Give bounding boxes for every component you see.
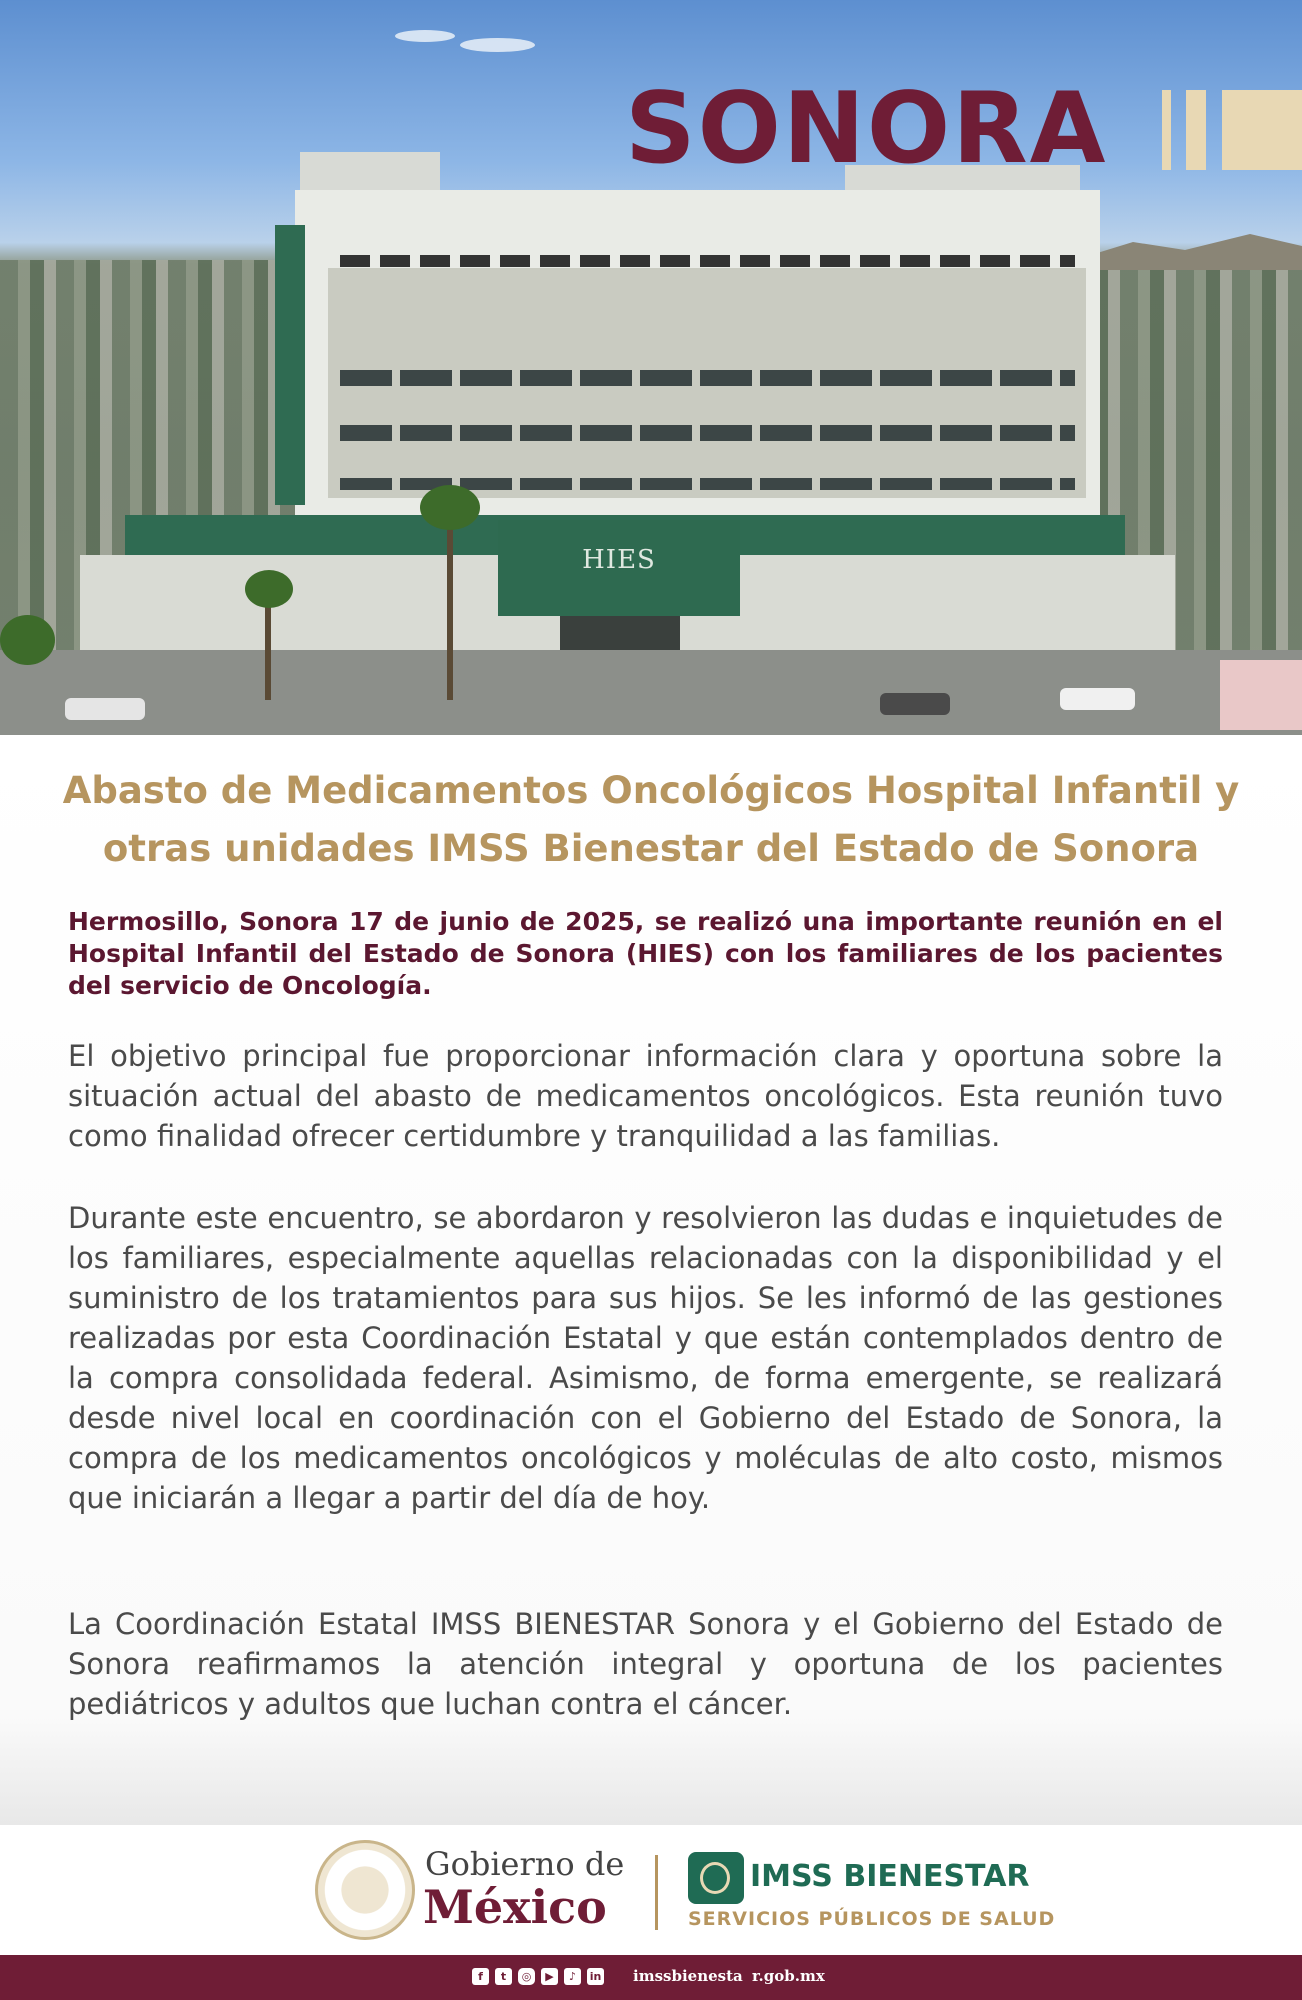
palm-tree <box>420 485 480 530</box>
palm-tree <box>245 570 293 608</box>
article-headline: Abasto de Medicamentos Oncológicos Hospital Infantil y otras unidades IMSS Bienestar del Estado de Sonora <box>62 769 1240 870</box>
car <box>880 693 950 715</box>
instagram-icon[interactable]: ◎ <box>518 1968 535 1985</box>
window-row <box>340 370 1075 386</box>
building-green-facade <box>275 225 305 505</box>
linkedin-icon[interactable]: in <box>587 1968 604 1985</box>
facebook-icon[interactable]: f <box>472 1968 489 1985</box>
tiktok-icon[interactable]: ♪ <box>564 1968 581 1985</box>
youtube-icon[interactable]: ▶ <box>541 1968 558 1985</box>
gobierno-logo-line2: México <box>423 1880 607 1934</box>
article-paragraph: Durante este encuentro, se abordaron y resolvieron las dudas e inquietudes de los familiares, especialmente aquellas relacionadas con la disponibilidad y el suministro de los tratamientos para sus hijos. Se les informó de las gestiones realizadas por esta Coordinación Estatal y que están contemplados dentro de la compra consolidada federal. Asimismo, de forma emergente, se realizará desde nivel local en coordinación con el Gobierno del Estado de Sonora, la compra de los medicamentos oncológicos y moléculas de alto costo, mismos que iniciarán a llegar a partir del día de hoy. <box>68 1201 1223 1515</box>
gobierno-logo-line1: Gobierno de <box>425 1845 625 1883</box>
window-row <box>340 255 1075 267</box>
cloud <box>395 30 455 42</box>
article-paragraph: La Coordinación Estatal IMSS BIENESTAR Sonora y el Gobierno del Estado de Sonora reafirmamos la atención integral y oportuna de los pacientes pediátricos y adultos que luchan contra el cáncer. <box>68 1607 1223 1721</box>
imss-logo-name: IMSS BIENESTAR <box>750 1859 1030 1894</box>
car <box>1060 688 1135 710</box>
sign-board <box>1220 660 1302 730</box>
article-paragraph: El objetivo principal fue proporcionar información clara y oportuna sobre la situación actual del abasto de medicamentos oncológicos. Esta reunión tuvo como finalidad ofrecer certidumbre y tranquilidad a las familias. <box>68 1039 1223 1153</box>
footer-logos <box>0 1825 1302 1955</box>
entrance-doors <box>560 616 680 650</box>
twitter-icon[interactable]: t <box>495 1968 512 1985</box>
car <box>65 698 145 720</box>
imss-logo-tagline: SERVICIOS PÚBLICOS DE SALUD <box>688 1908 1056 1930</box>
banner-title: SONORA <box>625 72 1108 186</box>
building-sign: HIES <box>582 545 656 575</box>
cloud <box>460 38 535 52</box>
logo-divider <box>655 1855 658 1930</box>
social-handle-domain[interactable]: r.gob.mx <box>752 1967 825 1985</box>
imss-logo-mark <box>700 1862 730 1894</box>
decorative-bar <box>1162 90 1171 170</box>
social-handle[interactable]: imssbienesta <box>633 1967 743 1985</box>
window-row <box>340 425 1075 441</box>
hero-photo <box>0 0 1302 735</box>
decorative-bar <box>1186 90 1206 170</box>
palm-tree <box>0 615 55 665</box>
mexico-seal-icon <box>315 1840 415 1940</box>
palm-trunk <box>447 500 453 700</box>
article-lead: Hermosillo, Sonora 17 de junio de 2025, se realizó una importante reunión en el Hospital Infantil del Estado de Sonora (HIES) con los familiares de los pacientes del servicio de Oncología. <box>68 907 1223 1000</box>
decorative-bar <box>1222 90 1302 170</box>
